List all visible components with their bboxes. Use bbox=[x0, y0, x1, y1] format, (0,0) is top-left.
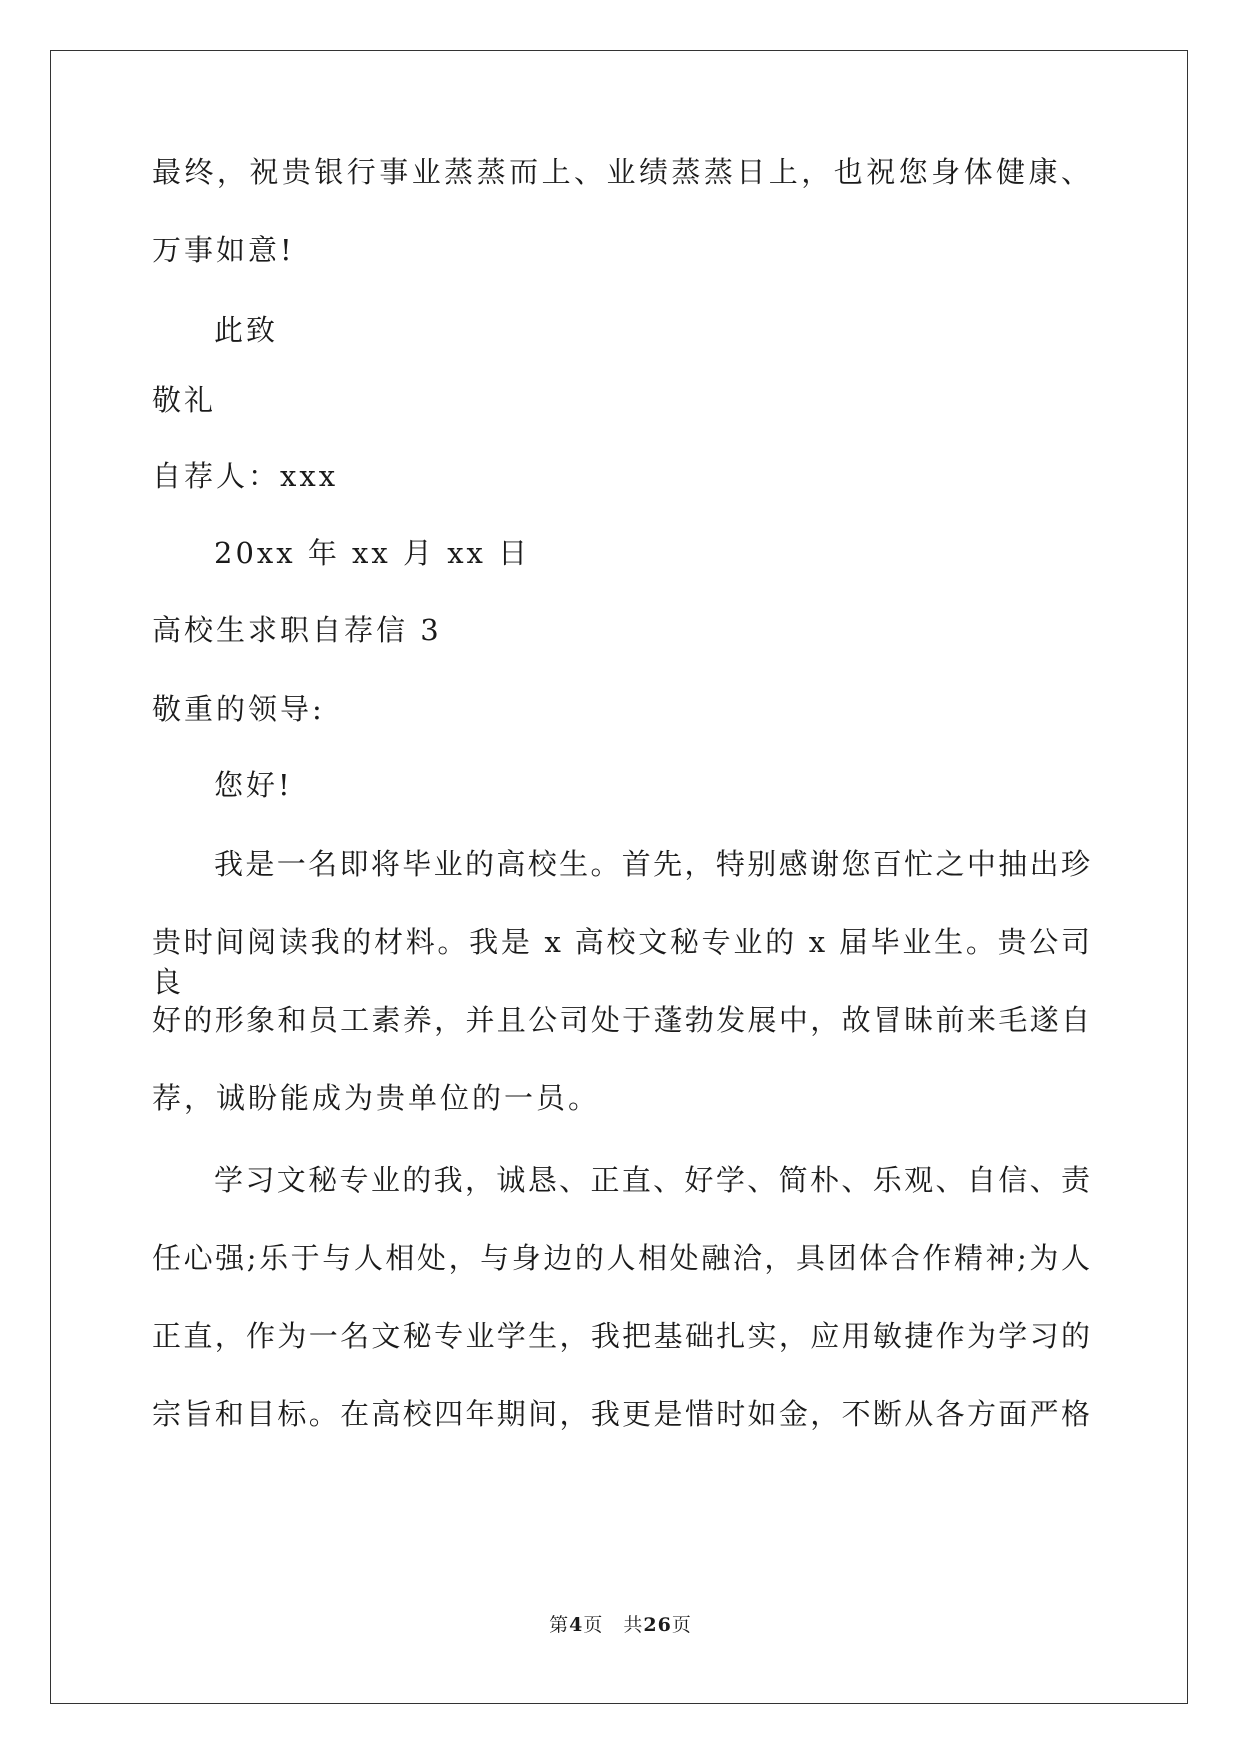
paragraph-line: 万事如意! bbox=[152, 233, 295, 267]
paragraph-line: 好的形象和员工素养，并且公司处于蓬勃发展中，故冒昧前来毛遂自 bbox=[152, 1003, 1092, 1037]
footer-prefix: 第 bbox=[549, 1614, 570, 1636]
date-line: 20xx 年 xx 月 xx 日 bbox=[214, 536, 531, 570]
signature-line: 自荐人：xxx bbox=[152, 459, 339, 493]
page-footer bbox=[0, 1612, 1241, 1638]
paragraph-line: 荐，诚盼能成为贵单位的一员。 bbox=[152, 1081, 601, 1115]
paragraph-line: 我是一名即将毕业的高校生。首先，特别感谢您百忙之中抽出珍 bbox=[214, 847, 1092, 881]
paragraph-line: 学习文秘专业的我，诚恳、正直、好学、简朴、乐观、自信、责 bbox=[214, 1163, 1092, 1197]
paragraph-line: 宗旨和目标。在高校四年期间，我更是惜时如金，不断从各方面严格 bbox=[152, 1397, 1092, 1431]
greeting-hello: 您好! bbox=[214, 768, 293, 802]
paragraph-line: 最终，祝贵银行事业蒸蒸而上、业绩蒸蒸日上，也祝您身体健康、 bbox=[152, 155, 1092, 189]
footer-middle: 页 共 bbox=[583, 1614, 644, 1636]
greeting-line: 敬重的领导: bbox=[152, 692, 325, 726]
footer-page-number: 4 bbox=[569, 1614, 584, 1636]
section-title: 高校生求职自荐信 3 bbox=[152, 613, 442, 647]
closing-regards: 敬礼 bbox=[152, 383, 217, 417]
paragraph-line: 贵时间阅读我的材料。我是 x 高校文秘专业的 x 届毕业生。贵公司良 bbox=[152, 925, 1092, 999]
paragraph-line: 正直，作为一名文秘专业学生，我把基础扎实，应用敏捷作为学习的 bbox=[152, 1319, 1092, 1353]
footer-suffix: 页 bbox=[671, 1614, 692, 1636]
closing-salutation: 此致 bbox=[214, 313, 279, 347]
paragraph-line: 任心强;乐于与人相处，与身边的人相处融洽，具团体合作精神;为人 bbox=[152, 1241, 1092, 1275]
footer-total-pages: 26 bbox=[643, 1614, 672, 1636]
